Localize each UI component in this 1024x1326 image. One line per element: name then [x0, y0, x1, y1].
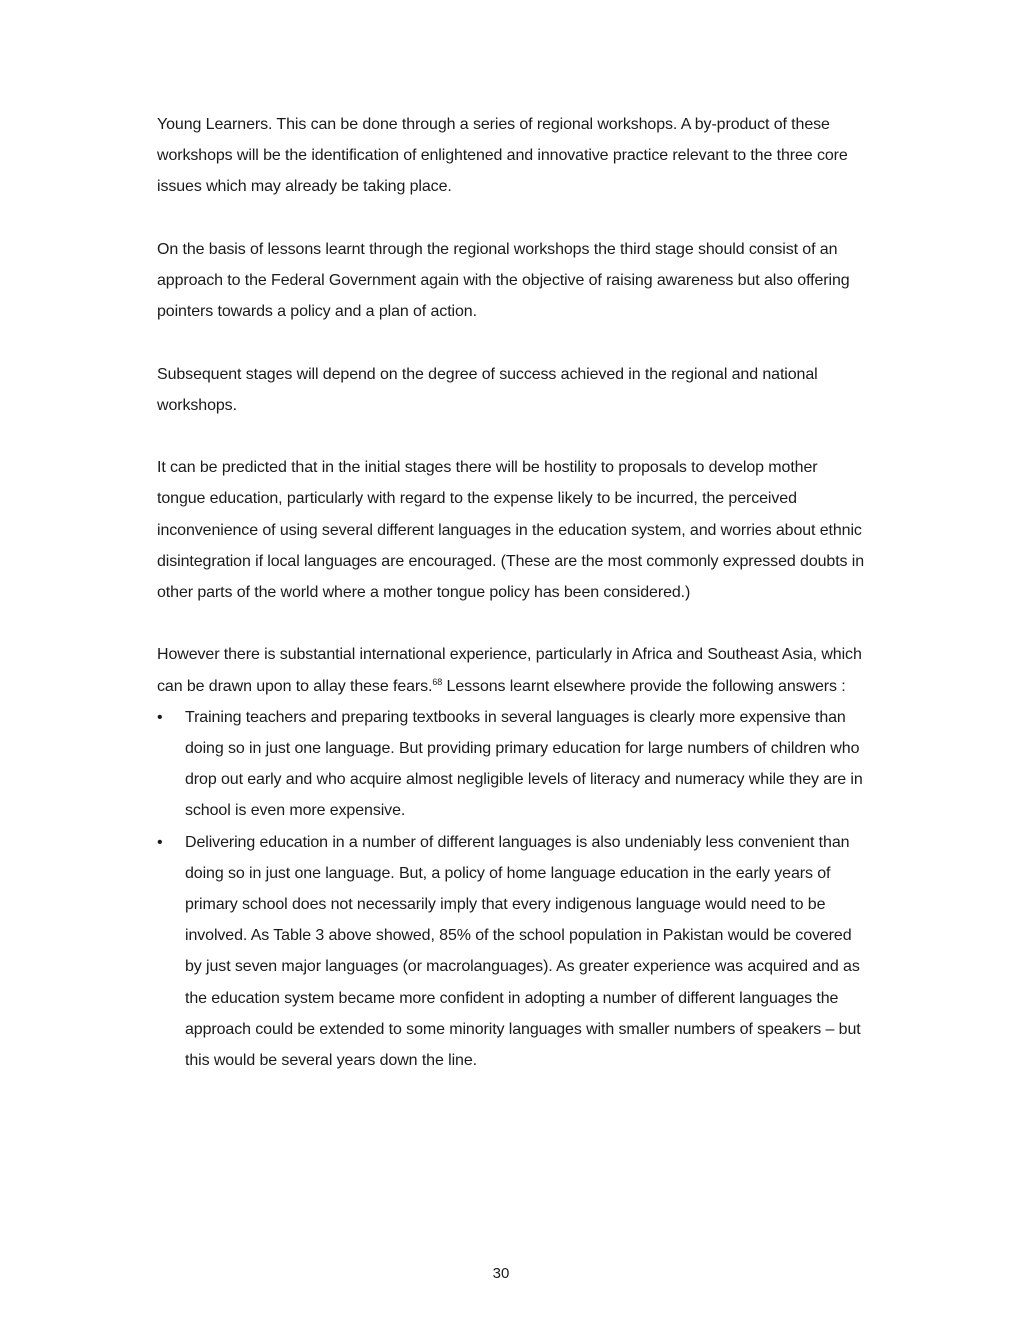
list-item	[157, 702, 869, 827]
page-number: 30	[492, 1265, 510, 1282]
page-body	[157, 109, 869, 1076]
paragraph-text-before-footnote: However there is substantial international experience, particularly in Africa and Southeast Asia, which can be drawn upon to allay these fears.	[157, 646, 862, 695]
paragraph-text-after-footnote: Lessons learnt elsewhere provide the following answers :	[442, 677, 846, 695]
paragraph-third-stage: On the basis of lessons learnt through the regional workshops the third stage should consist of an approach to the Federal Government again with the objective of raising awareness but also offering pointers towards a policy and a plan of action.	[157, 240, 850, 321]
answers-list	[157, 702, 869, 1076]
list-item-text: Training teachers and preparing textbooks in several languages is clearly more expensive than doing so in just one language. But providing primary education for large numbers of children who drop out early and who acquire almost negligible levels of literacy and numeracy while they are in school is even more expensive.	[185, 708, 863, 820]
paragraph-workshops: Young Learners. This can be done through a series of regional workshops. A by-product of these workshops will be the identification of enlightened and innovative practice relevant to the three core issues which may already be taking place.	[157, 116, 848, 196]
footnote-reference[interactable]: 68	[432, 676, 443, 687]
list-item-text: Delivering education in a number of different languages is also undeniably less convenient than doing so in just one language. But, a policy of home language education in the early years of primary school does not necessarily imply that every indigenous language would need to be involved. As Table 3 above showed, 85% of the school population in Pakistan would be covered by just seven major languages (or macrolanguages). As greater experience was acquired and as the education system became more confident in adopting a number of different languages the approach could be extended to some minority languages with smaller numbers of speakers – but this would be several years down the line.	[185, 833, 861, 1070]
paragraph-subsequent-stages: Subsequent stages will depend on the degree of success achieved in the regional and national workshops.	[157, 365, 818, 414]
bullet-icon: •	[157, 833, 163, 851]
paragraph-hostility: It can be predicted that in the initial stages there will be hostility to proposals to develop mother tongue education, particularly with regard to the expense likely to be incurred, the perceived inconvenience of using several different languages in the education system, and worries about ethnic disintegration if local languages are encouraged. (These are the most commonly expressed doubts in other parts of the world where a mother tongue policy has been considered.)	[157, 459, 865, 601]
list-item	[157, 827, 869, 1077]
bullet-icon: •	[157, 708, 163, 726]
paragraph-international-experience	[157, 639, 869, 701]
